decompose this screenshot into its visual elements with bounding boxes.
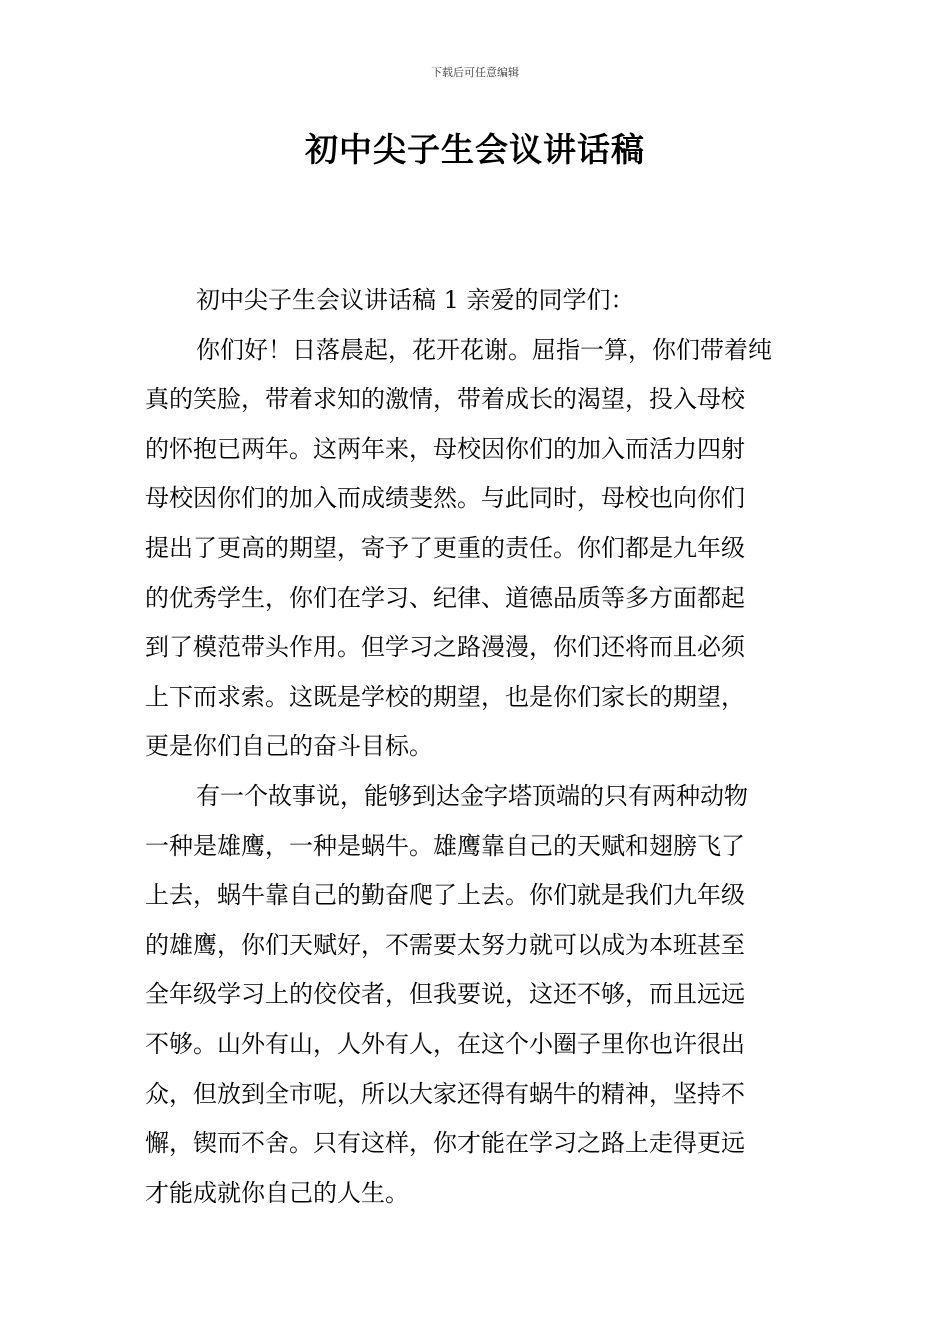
paragraph-line: 初中尖子生会议讲话稿 1 亲爱的同学们： (196, 286, 635, 314)
paragraph-line: 上去，蜗牛靠自己的勤奋爬了上去。你们就是我们九年级 (145, 881, 745, 910)
document-body (145, 276, 810, 1218)
paragraph-line: 更是你们自己的奋斗目标。 (145, 732, 433, 761)
paragraph-line: 母校因你们的加入而成绩斐然。与此同时，母校也向你们 (145, 484, 745, 513)
document-title: 初中尖子生会议讲话稿 (305, 130, 645, 169)
paragraph-line: 众，但放到全市呢，所以大家还得有蜗牛的精神，坚持不 (145, 1079, 745, 1108)
paragraph-line: 的优秀学生，你们在学习、纪律、道德品质等多方面都起 (145, 583, 745, 612)
paragraph-line: 真的笑脸，带着求知的激情，带着成长的渴望，投入母校 (145, 385, 745, 414)
paragraph-line: 到了模范带头作用。但学习之路漫漫，你们还将而且必须 (145, 633, 745, 662)
paragraph-line: 有一个故事说，能够到达金字塔顶端的只有两种动物 (196, 781, 748, 810)
paragraph-line: 你们好！日落晨起，花开花谢。屈指一算，你们带着纯 (196, 335, 772, 364)
paragraph-line: 才能成就你自己的人生。 (145, 1178, 409, 1207)
paragraph-line: 上下而求索。这既是学校的期望，也是你们家长的期望， (145, 682, 745, 711)
paragraph-line: 不够。山外有山，人外有人，在这个小圈子里你也许很出 (145, 1029, 745, 1058)
paragraph-line: 一种是雄鹰，一种是蜗牛。雄鹰靠自己的天赋和翅膀飞了 (145, 831, 745, 860)
paragraph-line: 提出了更高的期望，寄予了更重的责任。你们都是九年级 (145, 533, 745, 562)
paragraph-line: 懈，锲而不舍。只有这样，你才能在学习之路上走得更远 (145, 1129, 745, 1158)
paragraph-line: 的怀抱已两年。这两年来，母校因你们的加入而活力四射 (145, 434, 745, 463)
paragraph-line: 的雄鹰，你们天赋好，不需要太努力就可以成为本班甚至 (145, 930, 745, 959)
header-note: 下载后可任意编辑 (431, 66, 519, 79)
paragraph-line: 全年级学习上的佼佼者，但我要说，这还不够，而且远远 (145, 980, 745, 1009)
